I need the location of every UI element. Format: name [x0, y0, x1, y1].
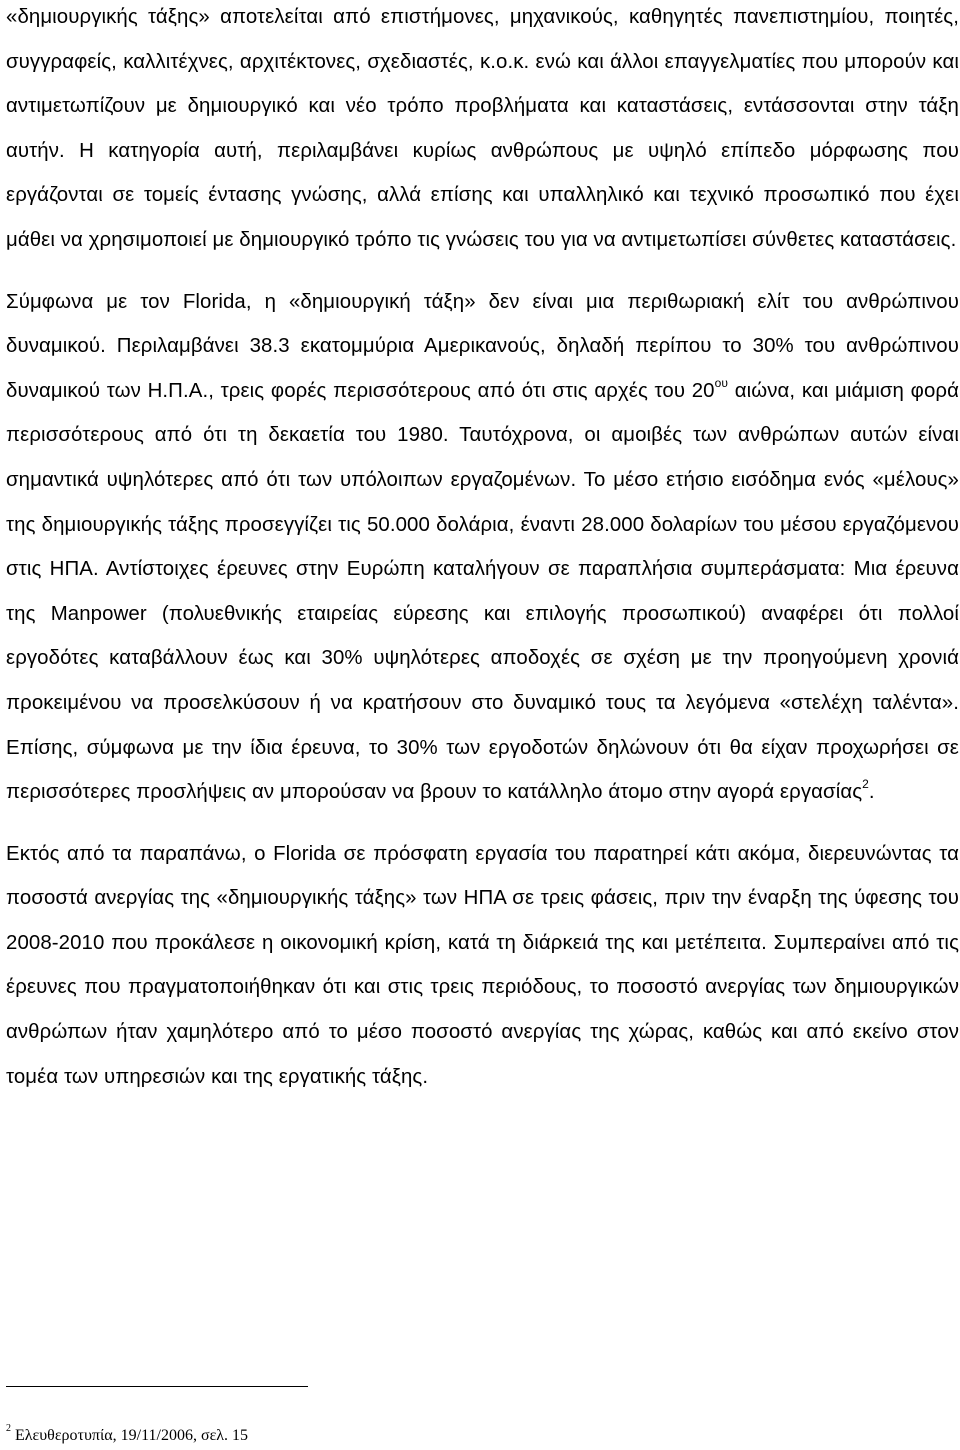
paragraph-2-text-start: Σύμφωνα με τον Florida, η «δημιουργική τάξη» δεν είναι μια περιθωριακή ελίτ του ανθρώπινου δυναμικού. Περιλαμβάνει 38.3 εκατομμύρια Αμερικανούς, δηλαδή περίπου το 30% του ανθρώπινου δυναμικού των Η.Π.Α., τρεις φορές περισσότερους από ότι στις αρχές του 20	[6, 290, 959, 402]
footnote-separator	[6, 1386, 308, 1387]
paragraph-2-text-end: .	[868, 781, 875, 804]
paragraph-3-text: Εκτός από τα παραπάνω, ο Florida σε πρόσφατη εργασία του παρατηρεί κάτι ακόμα, διερευνώντας τα ποσοστά ανεργίας της «δημιουργικής τάξης» των ΗΠΑ σε τρεις φάσεις, πριν την έναρξη της ύφεσης του 2008-2010 που προκάλεσε η οικονομική κρίση, κατά τη διάρκειά της και μετέπειτα. Συμπεραίνει από τις έρευνες που πραγματοποιήθηκαν ότι και στις τρεις περιόδους, το ποσοστό ανεργίας των δημιουργικών ανθρώπων ήταν χαμηλότερο από το μέσο ποσοστό ανεργίας της χώρας, καθώς και από εκείνο στον τομέα των υπηρεσιών και της εργατικής τάξης.	[6, 842, 959, 1088]
paragraph-1-text: «δημιουργικής τάξης» αποτελείται από επιστήμονες, μηχανικούς, καθηγητές πανεπιστημίου, ποιητές, συγγραφείς, καλλιτέχνες, αρχιτέκτονες, σχεδιαστές, κ.ο.κ. ενώ και άλλοι επαγγελματίες που μπορούν και αντιμετωπίζουν με δημιουργικό και νέο τρόπο προβλήματα και καταστάσεις, εντάσσονται στην τάξη αυτήν. Η κατηγορία αυτή, περιλαμβάνει κυρίως ανθρώπους με υψηλό επίπεδο μόρφωσης που εργάζονται σε τομείς έντασης γνώσης, αλλά επίσης και υπαλληλικό και τεχνικό προσωπικό που έχει μάθει να χρησιμοποιεί με δημιουργικό τρόπο τις γνώσεις του για να αντιμετωπίσει σύνθετες καταστάσεις.	[6, 6, 959, 251]
footnote-number: 2	[6, 1422, 11, 1434]
ordinal-superscript: ου	[714, 375, 729, 390]
paragraph-unemployment-findings	[6, 832, 959, 1100]
footnote-reference[interactable]: 2	[862, 777, 869, 792]
document-page	[6, 0, 959, 1099]
footnote	[6, 1422, 249, 1446]
paragraph-florida-statistics	[6, 280, 959, 815]
paragraph-creative-class-definition	[6, 0, 959, 263]
footnote-citation: Ελευθεροτυπία, 19/11/2006, σελ. 15	[11, 1427, 249, 1444]
paragraph-2-text-middle: αιώνα, και μιάμιση φορά περισσότερους από ότι τη δεκαετία του 1980. Ταυτόχρονα, οι αμοιβές των ανθρώπων αυτών είναι σημαντικά υψηλότερες από ότι των υπόλοιπων εργαζομένων. Το μέσο ετήσιο εισόδημα ενός «μέλους» της δημιουργικής τάξης προσεγγίζει τις 50.000 δολάρια, έναντι 28.000 δολαρίων του μέσου εργαζόμενου στις ΗΠΑ. Αντίστοιχες έρευνες στην Ευρώπη καταλήγουν σε παραπλήσια συμπεράσματα: Μια έρευνα της Manpower (πολυεθνικής εταιρείας εύρεσης και επιλογής προσωπικού) αναφέρει ότι πολλοί εργοδότες καταβάλλουν έως και 30% υψηλότερες αποδοχές σε σχέση με την προηγούμενη χρονιά προκειμένου να προσελκύσουν ή να κρατήσουν στο δυναμικό τους τα λεγόμενα «στελέχη ταλέντα». Επίσης, σύμφωνα με την ίδια έρευνα, το 30% των εργοδοτών δηλώνουν ότι θα είχαν προχωρήσει σε περισσότερες προσλήψεις αν μπορούσαν να βρουν το κατάλληλο άτομο στην αγορά εργασίας	[6, 379, 959, 804]
